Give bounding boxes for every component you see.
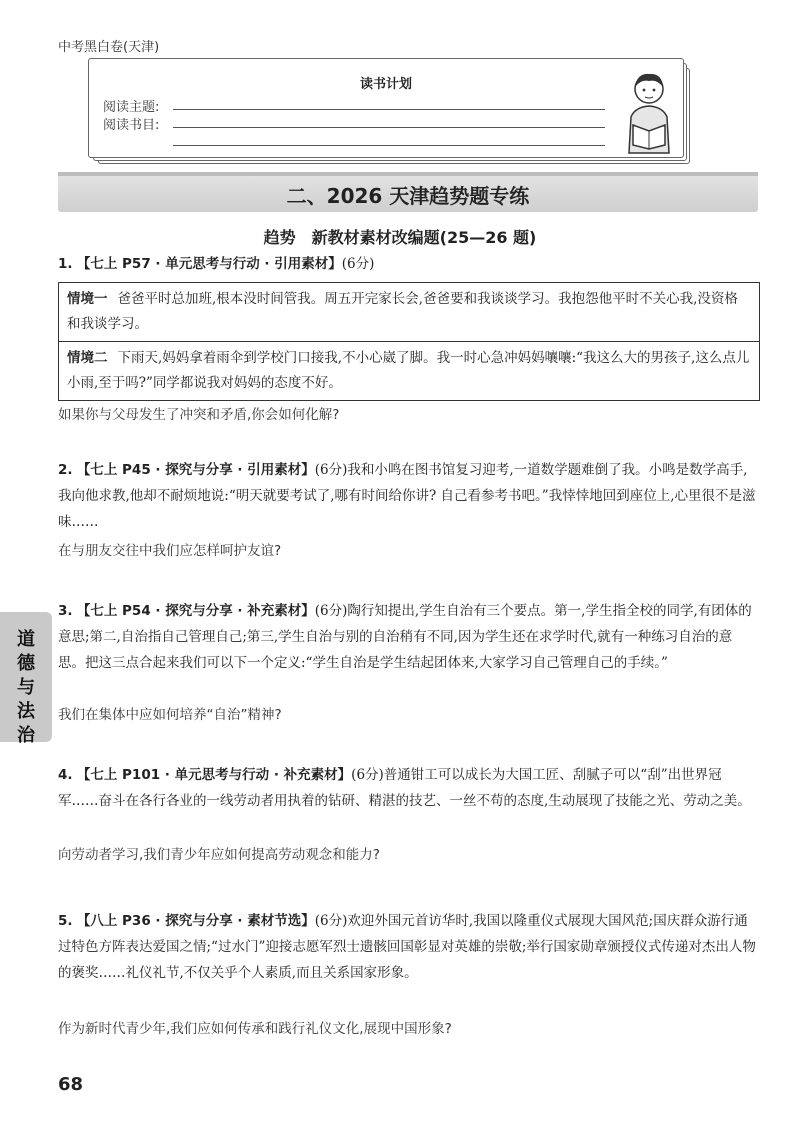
situation-row	[59, 283, 759, 341]
question-source: 【七上 P54 · 探究与分享 · 补充素材】	[76, 603, 315, 619]
question-material: 普通钳工可以成长为大国工匠、刮腻子可以“刮”出世界冠军……奋斗在各行各业的一线劳动者用执着的钻研、精湛的技艺、一丝不苟的态度,生动展现了技能之光、劳动之美。	[58, 767, 751, 809]
reading-books-line[interactable]	[173, 127, 605, 128]
question-score: (6分)	[314, 913, 348, 929]
question-number: 3.	[58, 603, 73, 619]
question-score: (6分)	[341, 256, 375, 272]
question-score: (6分)	[314, 603, 348, 619]
reading-plan-title: 读书计划	[359, 77, 412, 92]
section-banner	[58, 172, 758, 212]
question-number: 1.	[58, 256, 73, 272]
reading-books-line-2[interactable]	[173, 145, 605, 146]
question-source: 【七上 P101 · 单元思考与行动 · 补充素材】	[76, 767, 352, 783]
question-material: 陶行知提出,学生自治有三个要点。第一,学生指全校的同学,有团体的意思;第二,自治指自己管理自己;第三,学生自治与别的自治稍有不同,因为学生还在求学时代,就有一种练习自治的意思。把这三点合起来我们可以下一个定义:“学生自治是学生结起团体来,大家学习自己管理自己的手续。”	[58, 603, 752, 671]
reading-student-illustration	[619, 69, 679, 155]
question-5-body	[58, 908, 758, 986]
question-2-body	[58, 457, 758, 535]
reading-books-label: 阅读书目:	[103, 118, 160, 133]
reading-topic-line[interactable]	[173, 109, 605, 110]
subject-side-tab-label: 道德与法治	[17, 629, 35, 746]
question-1-prompt: 如果你与父母发生了冲突和矛盾,你会如何化解?	[58, 407, 340, 423]
situation-label: 情境二	[67, 350, 108, 366]
situation-label: 情境一	[67, 291, 108, 307]
question-material: 欢迎外国元首访华时,我国以隆重仪式展现大国风范;国庆群众游行通过特色方阵表达爱国之情;“过水门”迎接志愿军烈士遗骸回国彰显对英雄的崇敬;举行国家勋章颁授仪式传递对杰出人物的褒奖……礼仪礼节,不仅关乎个人素质,而且关系国家形象。	[58, 913, 756, 981]
reading-plan-card	[88, 58, 698, 168]
question-1-header	[58, 252, 758, 277]
page-number: 68	[58, 1074, 84, 1095]
situation-text: 爸爸平时总加班,根本没时间管我。周五开完家长会,爸爸要和我谈谈学习。我抱怨他平时不关心我,没资格和我谈学习。	[67, 291, 738, 332]
question-score: (6分)	[351, 767, 384, 783]
question-4-body	[58, 762, 758, 814]
question-source: 【八上 P36 · 探究与分享 · 素材节选】	[76, 913, 315, 929]
question-material: 我和小鸣在图书馆复习迎考,一道数学题难倒了我。小鸣是数学高手,我向他求教,他却不耐烦地说:“明天就要考试了,哪有时间给你讲? 自己看参考书吧。”我悻悻地回到座位上,心里很不是滋味……	[58, 462, 756, 530]
question-3-body	[58, 598, 758, 676]
question-number: 4.	[58, 767, 73, 783]
question-score: (6分)	[314, 462, 348, 478]
reading-topic-label: 阅读主题:	[103, 100, 160, 115]
question-source: 【七上 P57 · 单元思考与行动 · 引用素材】	[76, 256, 342, 272]
reading-plan-front	[88, 58, 684, 158]
trend-title: 趋势 新教材素材改编题(25—26 题)	[263, 228, 537, 247]
question-4-prompt: 向劳动者学习,我们青少年应如何提高劳动观念和能力?	[58, 847, 380, 863]
situations-table	[58, 282, 760, 401]
situation-text: 下雨天,妈妈拿着雨伞到学校门口接我,不小心崴了脚。我一时心急冲妈妈嚷嚷:“我这么大的男孩子,这么点儿小雨,至于吗?”同学都说我对妈妈的态度不好。	[67, 350, 750, 391]
question-5-prompt: 作为新时代青少年,我们应如何传承和践行礼仪文化,展现中国形象?	[58, 1021, 452, 1037]
section-banner-title: 二、2026 天津趋势题专练	[286, 184, 530, 208]
question-3-prompt: 我们在集体中应如何培养“自治”精神?	[58, 707, 282, 723]
question-number: 2.	[58, 462, 73, 478]
question-2-prompt: 在与朋友交往中我们应怎样呵护友谊?	[58, 543, 282, 559]
question-source: 【七上 P45 · 探究与分享 · 引用素材】	[76, 462, 315, 478]
question-number: 5.	[58, 913, 73, 929]
book-header-title: 中考黑白卷(天津)	[58, 40, 160, 55]
situation-row	[59, 341, 759, 400]
subject-side-tab	[0, 612, 52, 746]
